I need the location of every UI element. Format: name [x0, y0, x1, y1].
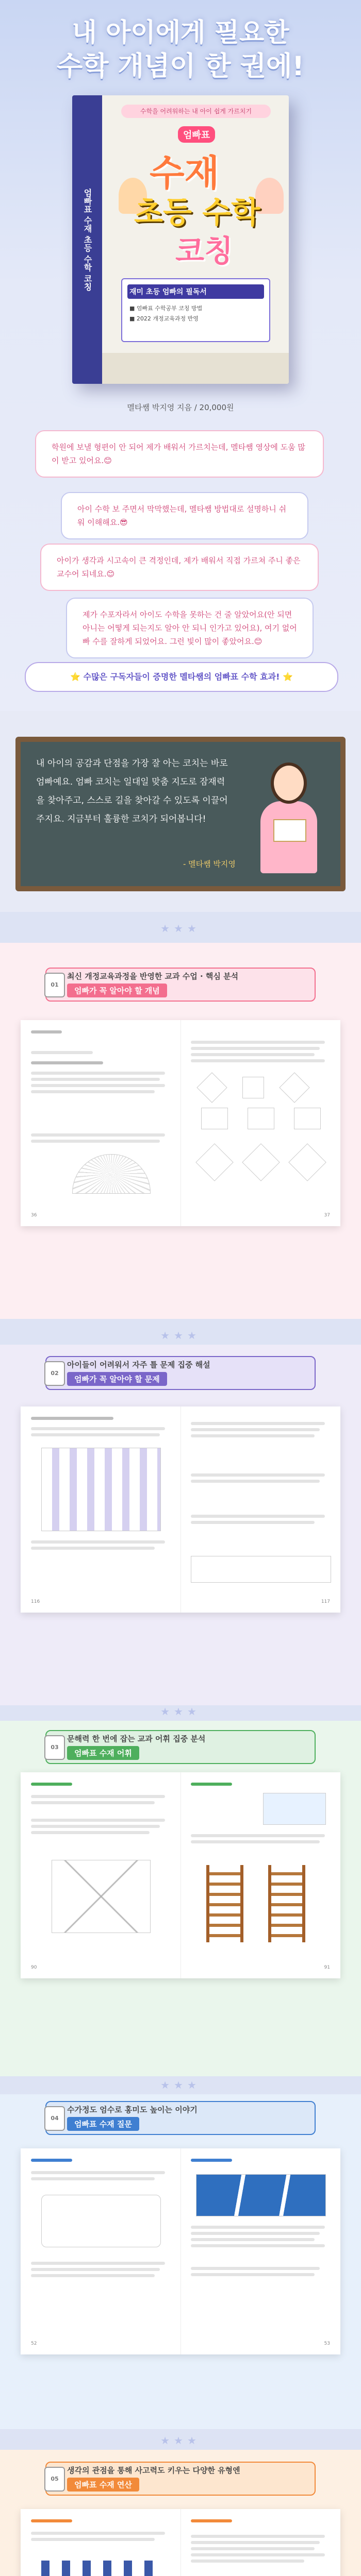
review-bubble	[35, 430, 324, 478]
section-1-header	[45, 968, 316, 1002]
preview-left-page	[21, 2509, 181, 2576]
section-number: 02	[44, 1361, 65, 1386]
section-title: 아이들이 어려워서 자주 틀 문제 집중 해설	[67, 1360, 210, 1369]
teacher-book	[273, 819, 306, 842]
book-card-line: ■ 2022 개정교육과정 반영	[129, 315, 199, 322]
review-bubble	[61, 492, 308, 539]
shape-figure	[242, 1077, 264, 1098]
author-price: 멜타쌤 박지영 지음 / 20,000원	[127, 403, 234, 412]
section-subtitle: 엄빠표 수재 어휘	[67, 1746, 139, 1760]
section-5-header	[45, 2462, 316, 2496]
hero-title	[0, 15, 361, 83]
section-number: 03	[44, 1735, 65, 1760]
shape-figure	[248, 1108, 274, 1129]
preview-left-page: 116	[21, 1406, 181, 1613]
review-text: 제가 수포자라서 아이도 수학을 못하는 건 줄 알았어요(안 되면 아니는 어떻게 되는지도 알아 안 되니 인가고 있어요), 여기 없어 빠 수를 잘하게 되었어요. 그런 빛이 많이 좋았어요.😊	[83, 610, 297, 646]
section-4-preview	[21, 2148, 340, 2354]
section-2-preview	[21, 1406, 340, 1613]
hero-title-line1: 내 아이에게 필요한	[72, 18, 289, 47]
section-subtitle: 엄빠가 꼭 알아야 할 개념	[67, 984, 167, 997]
pattern-figure	[41, 2561, 160, 2576]
shape-figure	[201, 1108, 228, 1129]
divider-stars: ★★★	[160, 2434, 201, 2447]
shape-figure	[294, 1108, 321, 1129]
hero-section	[0, 0, 361, 711]
teacher-head	[271, 762, 307, 804]
illustration-figure	[263, 1793, 326, 1825]
section-4-header	[45, 2101, 316, 2135]
preview-right-page	[180, 2509, 340, 2576]
answer-box	[191, 1556, 331, 1583]
divider-stars: ★★★	[160, 1705, 201, 1718]
book-feature-card	[121, 278, 270, 342]
shape-figure	[279, 1072, 309, 1103]
ladder-figure	[268, 1865, 305, 1942]
section-subtitle: 엄빠가 꼭 알아야 할 문제	[67, 1372, 167, 1386]
preview-right-page: 91	[180, 1772, 340, 1978]
section-subtitle: 엄빠표 수재 연산	[67, 2478, 139, 2492]
section-3-preview	[21, 1772, 340, 1978]
chalkboard	[15, 737, 346, 891]
divider-stars: ★★★	[160, 2079, 201, 2091]
preview-left-page: 36	[21, 1020, 181, 1226]
preview-left-page: 52	[21, 2148, 181, 2354]
book-spine: 엄빠표 수재 초등 수학 코칭	[72, 95, 102, 384]
divider-stars: ★★★	[160, 922, 201, 935]
protractor-figure	[72, 1154, 151, 1194]
review-text: 아이 수학 보 주면서 막막했는데, 멜타쌤 방법대로 설명하니 쉬워 이해해요.😎	[77, 504, 287, 527]
ladder-figure	[206, 1865, 243, 1942]
teacher-illustration	[253, 757, 325, 871]
board-text: 내 아이의 공감과 단점을 가장 잘 아는 코치는 바로 엄빠예요. 엄빠 코치는 일대일 맞춤 지도로 잠재력을 찾아주고, 스스로 길을 찾아갈 수 있도록 이끌어 주지요. 지금부터 훌륭한 코치가 되어봅니다!	[36, 758, 228, 824]
review-text: 아이가 생각과 시고속이 큰 격정인데, 제가 배워서 직접 가르쳐 주니 좋은 교수어 되네요.😊	[57, 556, 301, 579]
book-brand: 엄빠표	[178, 126, 215, 143]
section-2-header	[45, 1356, 316, 1390]
line-graph-figure	[52, 1860, 151, 1933]
preview-right-page: 37	[180, 1020, 340, 1226]
section-1-preview	[21, 1020, 340, 1226]
section-number: 04	[44, 2106, 65, 2131]
section-5-preview	[21, 2509, 340, 2576]
section-title: 생각의 관점을 통해 사고력도 키우는 다양한 유형엔	[67, 2466, 240, 2475]
book-title-2: 초등 수학	[134, 195, 260, 230]
section-title: 수가정도 엄수로 홍미도 높이는 이야기	[67, 2105, 198, 2114]
proof-banner: ⭐ 수많은 구독자들이 증명한 멜타쌤의 엄빠표 수학 효과! ⭐	[25, 662, 338, 692]
book-badge: 수학을 어려워하는 내 아이 쉽게 가르치기	[121, 105, 271, 118]
book-card-heading: 재미 초등 엄빠의 필독서	[127, 284, 264, 299]
question-card	[41, 2195, 161, 2247]
road-illustration	[196, 2174, 326, 2216]
book-cover	[72, 95, 289, 384]
book-card-line: ■ 엄빠표 수학공부 코칭 방법	[129, 305, 203, 312]
book-title-1: 수재	[150, 152, 220, 194]
review-text: 학원에 보낼 형편이 안 되어 제가 배워서 가르치는데, 멜타쌤 영상에 도움 많이 받고 있어요.😊	[52, 443, 305, 465]
shape-figure	[195, 1143, 234, 1181]
review-bubble	[66, 598, 314, 658]
divider-stars: ★★★	[160, 1329, 201, 1342]
section-title: 문해력 한 번에 잡는 교과 어휘 집중 분석	[67, 1734, 206, 1743]
shape-figure	[288, 1143, 326, 1181]
shape-figure	[242, 1143, 280, 1181]
book-footer-strip	[102, 353, 289, 384]
review-bubble	[40, 544, 319, 591]
section-number: 05	[44, 2467, 65, 2492]
section-title: 최신 개정교육과정을 반영한 교과 수업 · 핵심 분석	[67, 972, 239, 981]
section-subtitle: 엄빠표 수재 질문	[67, 2117, 139, 2131]
preview-left-page: 90	[21, 1772, 181, 1978]
bar-chart-figure	[41, 1448, 161, 1531]
preview-right-page: 53	[180, 2148, 340, 2354]
shape-figure	[196, 1072, 227, 1103]
hero-title-line2: 수학 개념이 한 권에!	[57, 51, 304, 82]
section-number: 01	[44, 973, 65, 997]
section-3-header	[45, 1730, 316, 1764]
board-signature: - 멜타쌤 박지영	[183, 859, 236, 869]
book-title-3: 코칭	[175, 233, 234, 268]
preview-right-page: 117	[180, 1406, 340, 1613]
